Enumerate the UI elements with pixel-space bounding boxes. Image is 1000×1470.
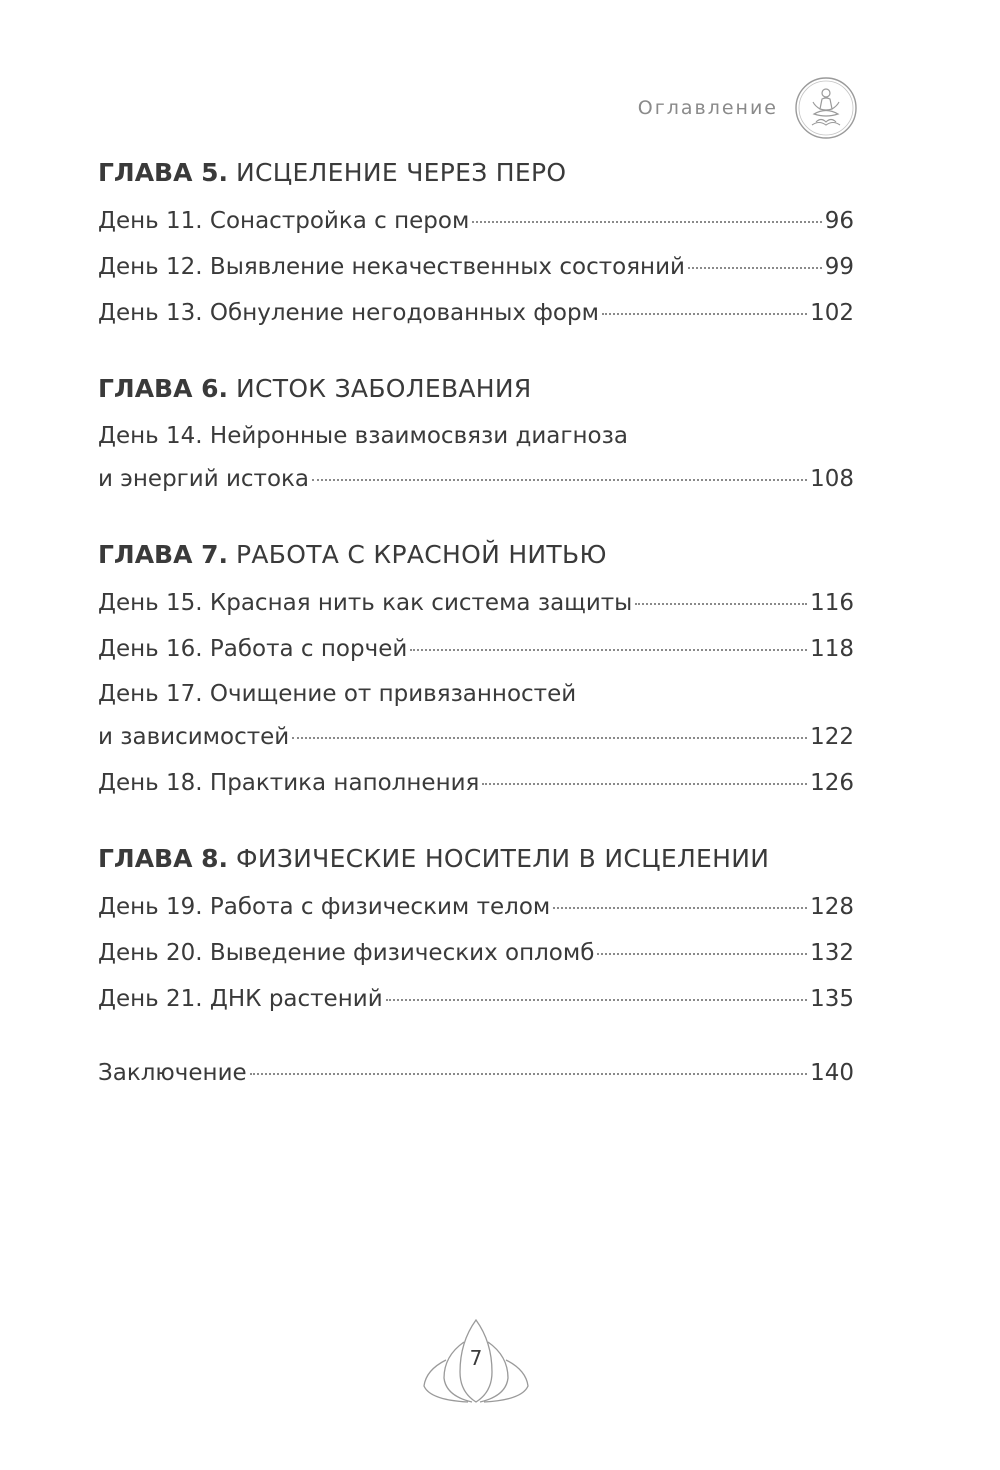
chapter-8-section xyxy=(98,834,854,1022)
chapter-title: ИСЦЕЛЕНИЕ ЧЕРЕЗ ПЕРО xyxy=(236,158,567,187)
entry-label: День 11. Сонастройка с пером xyxy=(98,208,470,234)
header-title: Оглавление xyxy=(637,97,778,119)
entry-page: 122 xyxy=(810,724,854,750)
toc-entry[interactable] xyxy=(98,976,854,1022)
entry-first-line[interactable]: День 14. Нейронные взаимосвязи диагноза xyxy=(98,423,628,449)
chapter-number: ГЛАВА 8. xyxy=(98,844,229,873)
entry-label: День 20. Выведение физических опломб xyxy=(98,940,595,966)
entry-label: Заключение xyxy=(98,1060,247,1086)
chapter-heading xyxy=(98,834,854,884)
chapter-heading xyxy=(98,530,854,580)
table-of-contents xyxy=(98,148,854,1096)
entry-label: День 15. Красная нить как система защиты xyxy=(98,590,633,616)
dot-leader xyxy=(688,267,822,269)
entry-page: 108 xyxy=(810,466,854,492)
chapter-7-section xyxy=(98,530,854,806)
page-footer xyxy=(416,1312,536,1412)
page-number: 7 xyxy=(469,1346,483,1370)
entry-page: 102 xyxy=(810,300,854,326)
toc-entry-conclusion[interactable] xyxy=(98,1050,854,1096)
dot-leader xyxy=(597,953,807,955)
toc-entry[interactable] xyxy=(98,456,854,502)
entry-page: 128 xyxy=(810,894,854,920)
chapter-heading xyxy=(98,148,854,198)
toc-entry[interactable] xyxy=(98,760,854,806)
entry-page: 116 xyxy=(810,590,854,616)
chapter-number: ГЛАВА 7. xyxy=(98,540,229,569)
dot-leader xyxy=(635,603,807,605)
dot-leader xyxy=(312,479,807,481)
toc-entry[interactable] xyxy=(98,714,854,760)
entry-label: День 18. Практика наполнения xyxy=(98,770,480,796)
dot-leader xyxy=(472,221,821,223)
entry-page: 126 xyxy=(810,770,854,796)
entry-first-line[interactable]: День 17. Очищение от привязанностей xyxy=(98,681,577,707)
toc-entry[interactable] xyxy=(98,626,854,672)
entry-label: и энергий истока xyxy=(98,466,310,492)
toc-entry[interactable] xyxy=(98,884,854,930)
dot-leader xyxy=(553,907,807,909)
entry-page: 99 xyxy=(824,254,854,280)
dot-leader xyxy=(602,313,807,315)
entry-label: День 16. Работа с порчей xyxy=(98,636,408,662)
chapter-6-section xyxy=(98,364,854,502)
chapter-5-section xyxy=(98,148,854,336)
entry-page: 96 xyxy=(824,208,854,234)
toc-entry[interactable] xyxy=(98,580,854,626)
entry-label: День 19. Работа с физическим телом xyxy=(98,894,551,920)
entry-page: 132 xyxy=(810,940,854,966)
entry-label: День 21. ДНК растений xyxy=(98,986,383,1012)
dot-leader xyxy=(292,737,807,739)
dot-leader xyxy=(482,783,807,785)
toc-entry[interactable] xyxy=(98,930,854,976)
entry-page: 118 xyxy=(810,636,854,662)
dot-leader xyxy=(250,1073,807,1075)
chapter-heading xyxy=(98,364,854,414)
entry-label: День 13. Обнуление негодованных форм xyxy=(98,300,599,326)
toc-entry[interactable] xyxy=(98,198,854,244)
entry-page: 140 xyxy=(810,1060,854,1086)
meditation-emblem-icon xyxy=(794,76,858,140)
entry-label: День 12. Выявление некачественных состояний xyxy=(98,254,685,280)
toc-entry[interactable] xyxy=(98,244,854,290)
chapter-title: РАБОТА С КРАСНОЙ НИТЬЮ xyxy=(236,540,607,569)
dot-leader xyxy=(410,649,807,651)
chapter-number: ГЛАВА 5. xyxy=(98,158,229,187)
entry-label: и зависимостей xyxy=(98,724,290,750)
chapter-title: ФИЗИЧЕСКИЕ НОСИТЕЛИ В ИСЦЕЛЕНИИ xyxy=(236,844,770,873)
chapter-number: ГЛАВА 6. xyxy=(98,374,229,403)
toc-entry[interactable] xyxy=(98,290,854,336)
dot-leader xyxy=(386,999,807,1001)
chapter-title: ИСТОК ЗАБОЛЕВАНИЯ xyxy=(236,374,532,403)
running-header xyxy=(638,78,858,138)
entry-page: 135 xyxy=(810,986,854,1012)
